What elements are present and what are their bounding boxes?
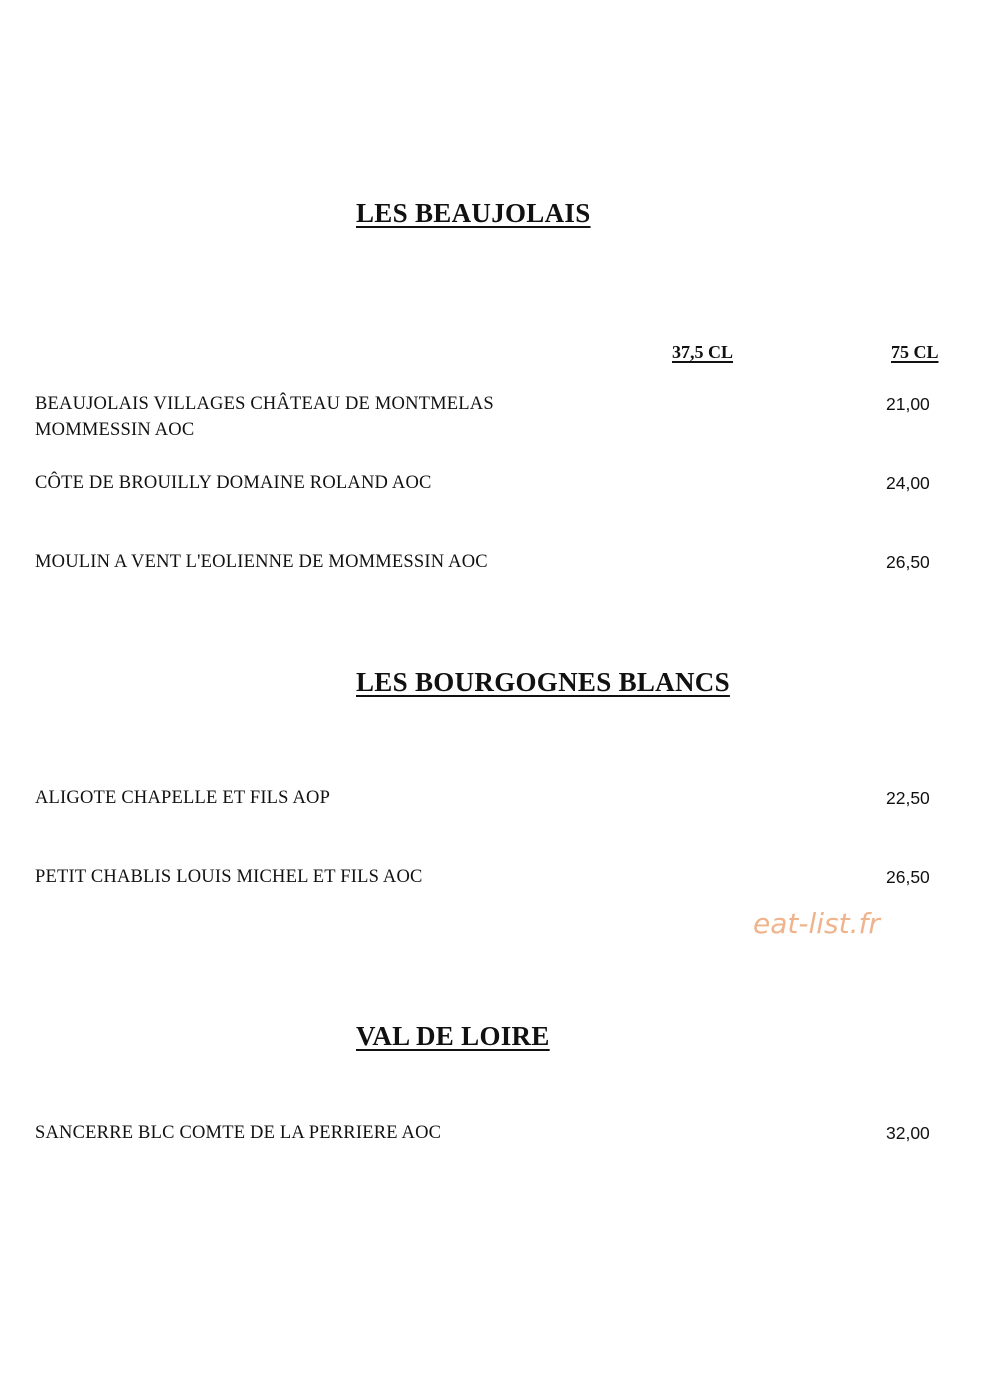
wine-name: PETIT CHABLIS LOUIS MICHEL ET FILS AOC: [35, 867, 423, 887]
wine-price: 26,50: [886, 867, 930, 887]
wine-item-beaujolais-villages: [35, 391, 635, 443]
wine-price: 24,00: [886, 473, 930, 493]
wine-name: CÔTE DE BROUILLY DOMAINE ROLAND AOC: [35, 473, 432, 493]
wine-price: 26,50: [886, 552, 930, 572]
section-title-val-de-loire: VAL DE LOIRE: [356, 1021, 550, 1051]
section-title-bourgognes-blancs: LES BOURGOGNES BLANCS: [356, 667, 730, 697]
wine-price: 22,50: [886, 788, 930, 808]
wine-name: SANCERRE BLC COMTE DE LA PERRIERE AOC: [35, 1123, 442, 1143]
watermark-text: eat-list.fr: [753, 907, 880, 940]
wine-name-line-1: BEAUJOLAIS VILLAGES CHÂTEAU DE MONTMELAS: [35, 394, 494, 414]
section-title-beaujolais: LES BEAUJOLAIS: [356, 198, 591, 228]
wine-name-line-2: MOMMESSIN AOC: [35, 420, 195, 440]
wine-price: 32,00: [886, 1123, 930, 1143]
column-header-75cl: 75 CL: [891, 342, 939, 362]
wine-name: MOULIN A VENT L'EOLIENNE DE MOMMESSIN AOC: [35, 552, 488, 572]
column-header-37-5cl: 37,5 CL: [672, 342, 734, 362]
wine-price: 21,00: [886, 394, 930, 414]
wine-name: ALIGOTE CHAPELLE ET FILS AOP: [35, 788, 331, 808]
